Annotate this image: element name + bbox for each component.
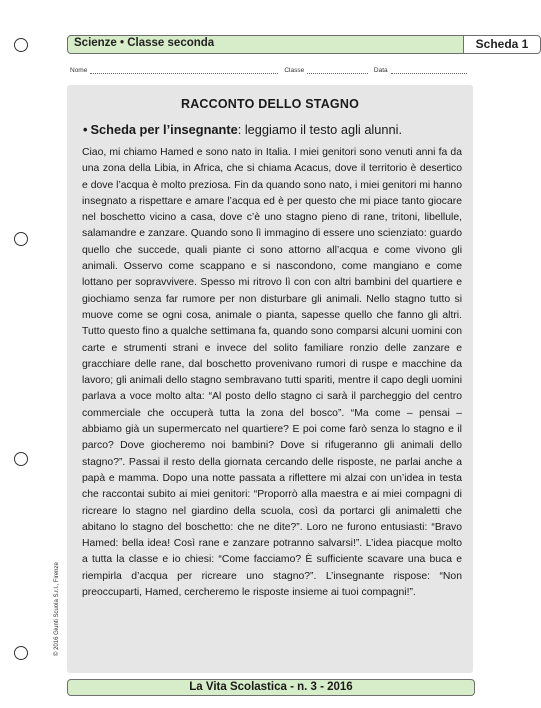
magazine-issue: La Vita Scolastica - n. 3 - 2016 — [189, 681, 353, 693]
instruction-heading: Scheda per l’insegnante — [90, 122, 238, 137]
binder-hole-2 — [14, 232, 28, 246]
binder-hole-4 — [14, 646, 28, 660]
binder-hole-3 — [14, 452, 28, 466]
copyright-notice: © 2016 Giunti Scuola S.r.l., Firenze — [54, 562, 60, 656]
data-label: Data — [373, 67, 388, 74]
binder-hole-1 — [14, 38, 28, 52]
scheda-label: Scheda 1 — [463, 35, 541, 54]
subject-class-title: Scienze • Classe seconda — [74, 37, 215, 49]
classe-label: Classe — [284, 67, 305, 74]
worksheet-panel — [67, 85, 473, 673]
student-info-fields — [70, 67, 473, 74]
footer-bar — [67, 679, 475, 696]
worksheet-title: RACCONTO DELLO STAGNO — [180, 97, 360, 111]
nome-field[interactable] — [90, 67, 278, 74]
data-field[interactable] — [391, 67, 467, 74]
header-bar — [67, 35, 529, 54]
instruction-text: : leggiamo il testo agli alunni. — [237, 122, 403, 137]
teacher-instruction — [83, 122, 402, 137]
nome-label: Nome — [70, 67, 88, 74]
bullet-icon: • — [83, 122, 88, 137]
classe-field[interactable] — [307, 67, 368, 74]
story-text: Ciao, mi chiamo Hamed e sono nato in Italia. I miei genitori sono venuti anni fa da una zona della Libia, in Africa, che si chiama Acacus, dove il territorio è desertico e dove l’acqua è molto preziosa. Fin da quando sono nato, i miei genitori mi hanno insegnato a rispettare e amare l’acqua ed è per questo che mi piace tanto giocare nel boschetto vicino a casa, dove c’è uno stagno pieno di rane, tritoni, libellule, salamandre e zanzare. Quando sono lì immagino di essere uno scienziato: guardo quello che succede, quali piante ci sono attorno all’acqua e come vivono gli animali. Osservo come scappano e si nascondono, come mangiano e come lottano per sopravvivere. Spesso mi ritrovo lì con con altri bambini del quartiere e giochiamo senza far rumore per non disturbare gli animali. Nello stagno tutto si muove come se ogni cosa, animale o pianta, sapesse quello che fanno gli altri. Tutto questo fino a qualche settimana fa, quando sono comparsi alcuni uomini con carte e strumenti strani e invece del solito familiare ronzio delle zanzare e gracchiare delle rane, dal boschetto provenivano rumori di ruspe e macchine da lavoro; gli animali dello stagno sembravano tutti spariti, mentre il capo degli uomini parlava a voce molto alta: “Al posto dello stagno ci sarà il parcheggio del centro commerciale che occuperà tutta la zona del bosco”. “Ma come – pensai – abbiamo già un supermercato nel quartiere? E poi come farò senza lo stagno e il parco? Dove giocheremo noi bambini? Dove si rifugeranno gli animali dello stagno?”. Passai il resto della giornata cercando delle risposte, ne parlai anche a papà e mamma. Dopo una notte passata a riflettere mi alzai con un’idea in testa che raccontai subito ai miei genitori: “Proporrò alla maestra e ai miei compagni di ricreare lo stagno nel giardino della scuola, così da portarci gli animaletti che abitano lo stagno del boschetto: che ne dite?”. Loro ne furono entusiasti: “Bravo Hamed: bella idea! Così rane e zanzare potranno salvarsi!”. L’idea piacque molto a tutta la classe e io chiesi: “Come facciamo? È sufficiente scavare una buca e riempirla d’acqua per ricreare uno stagno?”. L’insegnante rispose: “Non preoccuparti, Hamed, cercheremo le risposte insieme ai tuoi compagni!”. — [82, 147, 462, 599]
